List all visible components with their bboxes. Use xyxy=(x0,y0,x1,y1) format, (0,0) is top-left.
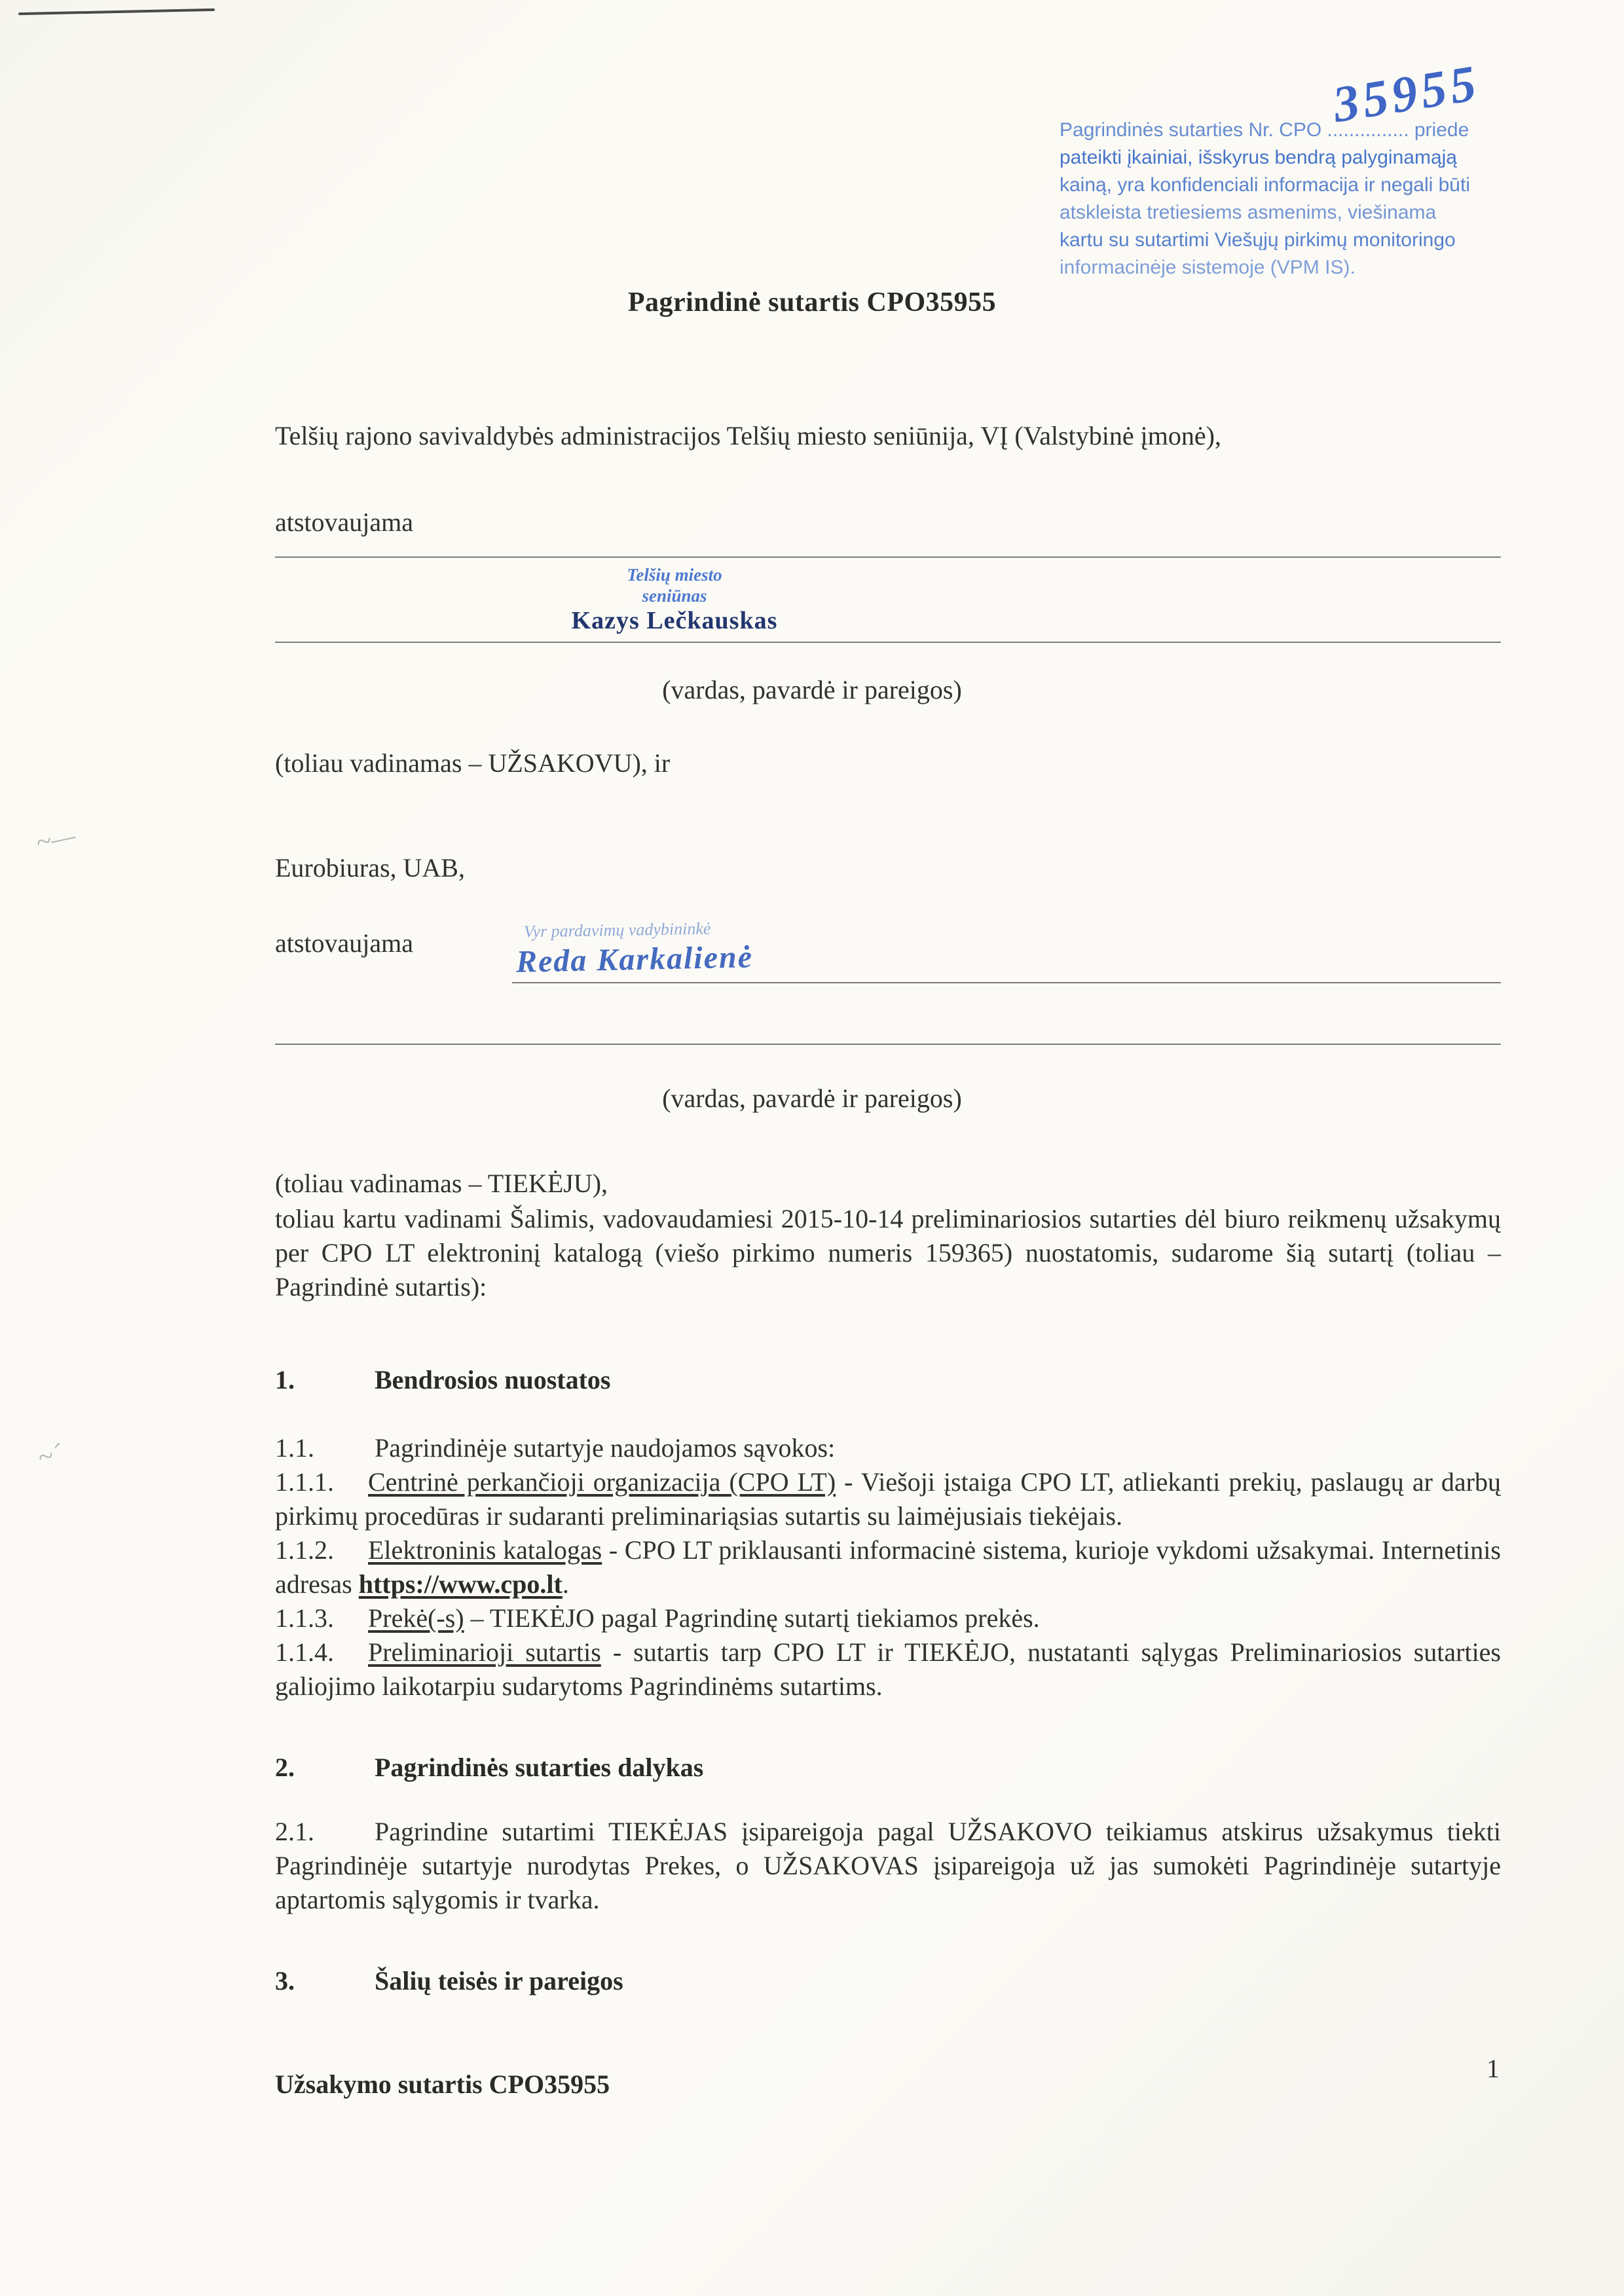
scan-edge-artifact xyxy=(18,9,215,15)
clause-text: . xyxy=(562,1569,569,1599)
signature-line xyxy=(275,1044,1501,1045)
clause-number: 2.1. xyxy=(275,1817,314,1846)
clause-paragraph xyxy=(275,1635,1501,1704)
signature-caption: (vardas, pavardė ir pareigos) xyxy=(662,675,962,704)
section-heading xyxy=(275,1964,1501,1998)
represented-by-label: atstovaujama xyxy=(275,507,414,537)
client-designation: (toliau vadinamas – UŽSAKOVU), ir xyxy=(275,748,671,778)
section-number: 2. xyxy=(275,1753,295,1782)
represented-by-label: atstovaujama xyxy=(275,928,414,958)
section-title: Pagrindinės sutarties dalykas xyxy=(375,1753,704,1782)
defined-term: Centrinė perkančioji organizacija (CPO LT) xyxy=(368,1467,836,1497)
stamp-text-line: Pagrindinės sutarties Nr. CPO ............... priede xyxy=(1060,119,1469,141)
section-heading xyxy=(275,1363,1501,1397)
scan-mark: ~— xyxy=(33,820,79,858)
document-title: Pagrindinė sutartis CPO35955 xyxy=(627,287,997,318)
signature-caption: (vardas, pavardė ir pareigos) xyxy=(662,1084,962,1113)
defined-term: Elektroninis katalogas xyxy=(368,1535,602,1565)
page-number: 1 xyxy=(1486,2054,1500,2083)
client-signatory-name: Kazys Lečkauskas xyxy=(571,607,778,634)
clause-paragraph xyxy=(275,1431,1501,1465)
supplier-signature-role: Vyr pardavimų vadybininkė xyxy=(523,919,711,941)
clause-number: 1.1.2. xyxy=(275,1535,334,1565)
section-number: 1. xyxy=(275,1365,295,1394)
stamp-text-line: atskleista tretiesiems asmenims, viešinama xyxy=(1060,202,1437,223)
clause-text: Pagrindinėje sutartyje naudojamos sąvokos: xyxy=(375,1433,836,1463)
section-title: Bendrosios nuostatos xyxy=(375,1365,611,1394)
signature-line xyxy=(512,982,1501,983)
client-role-line: Telšių miesto xyxy=(627,565,722,585)
clause-number: 1.1. xyxy=(275,1433,314,1463)
clause-number: 1.1.3. xyxy=(275,1603,334,1633)
defined-term: Prekė(-s) xyxy=(368,1603,464,1633)
clause-paragraph xyxy=(275,1465,1501,1533)
supplier-designation: (toliau vadinamas – TIEKĖJU), xyxy=(275,1169,608,1198)
signature-line xyxy=(275,556,1501,558)
clause-paragraph xyxy=(275,1815,1501,1917)
clause-text: - CPO LT priklausanti informacinė sistema, kurioje vykdomi užsakymai. Internetinis adresas xyxy=(275,1535,1501,1599)
preamble-paragraph: toliau kartu vadinami Šalimis, vadovaudamiesi 2015-10-14 preliminariosios sutarties dėl biuro reikmenų užsakymų per CPO LT elektroninį katalogą (viešo pirkimo numeris 159365) nuostatomis, sudarome šią sutartį (toliau – Pagrindinė sutartis): xyxy=(275,1204,1501,1302)
clause-number: 1.1.4. xyxy=(275,1637,334,1667)
section-number: 3. xyxy=(275,1966,295,1995)
signature-line xyxy=(275,642,1501,643)
clause-text: - Viešoji įstaiga CPO LT, atliekanti prekių, paslaugų ar darbų pirkimų procedūras ir sudaranti preliminariąsias sutartis su laimėjusiais tiekėjais. xyxy=(275,1467,1501,1531)
client-signature-stamp xyxy=(537,564,812,635)
clause-text: - sutartis tarp CPO LT ir TIEKĖJO, nustatanti sąlygas Preliminariosios sutarties galiojimo laikotarpiu sudarytoms Pagrindinėms sutartims. xyxy=(275,1637,1501,1701)
clause-number: 1.1.1. xyxy=(275,1467,334,1497)
confidentiality-stamp xyxy=(1060,117,1511,282)
cpo-url-link: https://www.cpo.lt xyxy=(358,1569,563,1599)
section-title: Šalių teisės ir pareigos xyxy=(375,1966,623,1995)
handwritten-contract-number: 35955 xyxy=(1329,53,1484,134)
client-role-line: seniūnas xyxy=(642,586,707,606)
stamp-text-line: informacinėje sistemoje (VPM IS). xyxy=(1060,257,1356,278)
clause-paragraph xyxy=(275,1533,1501,1601)
supplier-signature-name: Reda Karkalienė xyxy=(515,939,754,979)
scan-mark: ~´ xyxy=(35,1438,65,1474)
stamp-text-line: pateikti įkainiai, išskyrus bendrą palyginamąją xyxy=(1060,147,1457,168)
section-heading xyxy=(275,1751,1501,1785)
footer-contract-reference: Užsakymo sutartis CPO35955 xyxy=(275,2069,610,2099)
clause-text: Pagrindine sutartimi TIEKĖJAS įsipareigoja pagal UŽSAKOVO teikiamus atskirus užsakymus tiekti Pagrindinėje sutartyje nurodytas Prekes, o UŽSAKOVAS įsipareigoja už jas sumokėti Pagrindinėje sutartyje aptartomis sąlygomis ir tvarka. xyxy=(275,1817,1501,1914)
client-party-line: Telšių rajono savivaldybės administracijos Telšių miesto seniūnija, VĮ (Valstybinė įmonė), xyxy=(275,421,1221,450)
supplier-party-line: Eurobiuras, UAB, xyxy=(275,853,465,883)
defined-term: Preliminarioji sutartis xyxy=(368,1637,601,1667)
clause-paragraph xyxy=(275,1601,1501,1635)
clause-text: – TIEKĖJO pagal Pagrindinę sutartį tiekiamos prekės. xyxy=(464,1603,1040,1633)
stamp-text-line: kainą, yra konfidenciali informacija ir negali būti xyxy=(1060,174,1470,196)
stamp-text-line: kartu su sutartimi Viešųjų pirkimų monitoringo xyxy=(1060,229,1456,251)
